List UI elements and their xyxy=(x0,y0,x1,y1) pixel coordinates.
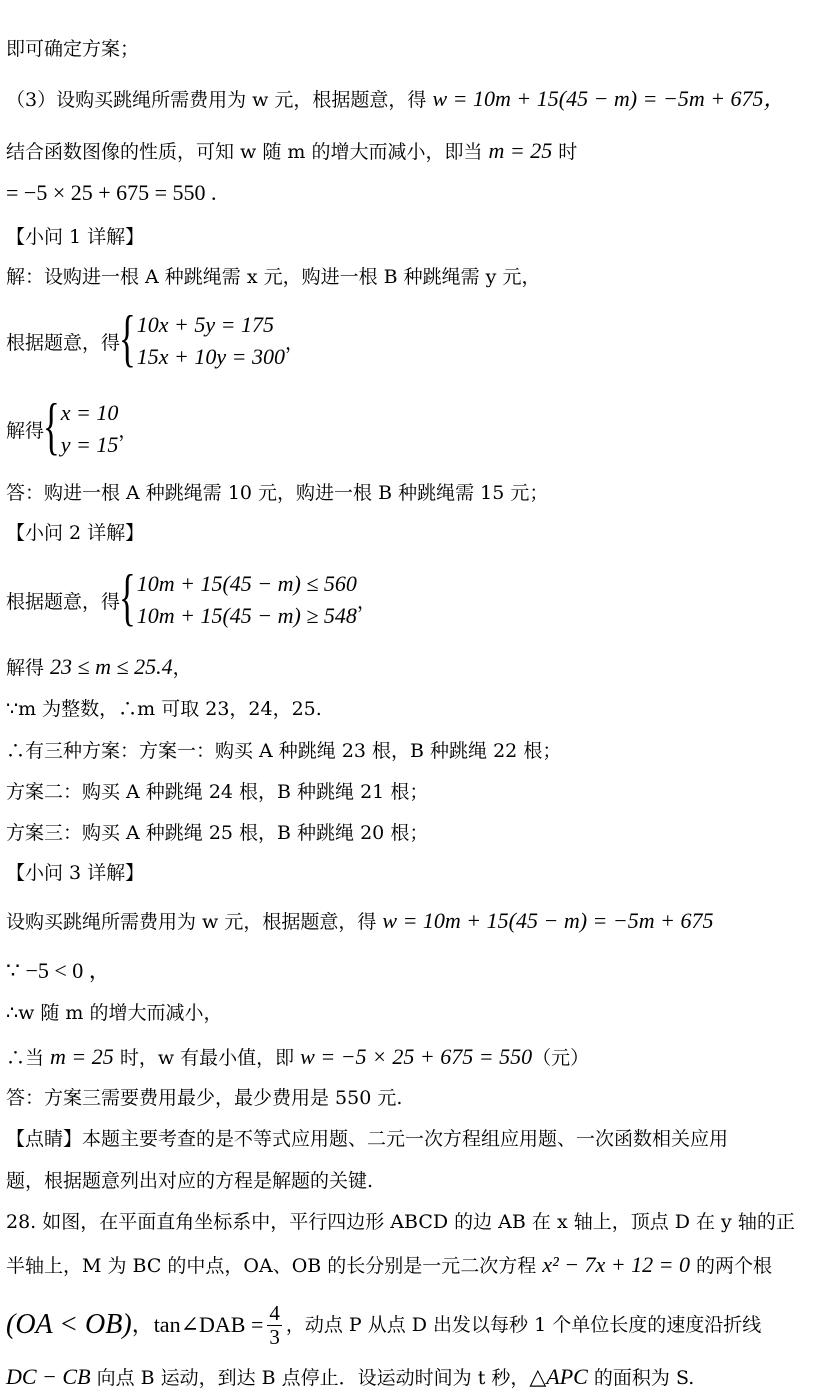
text-line: 方案二：购买 A 种跳绳 24 根，B 种跳绳 21 根； xyxy=(6,781,429,803)
text-line: 方案三：购买 A 种跳绳 25 根，B 种跳绳 20 根； xyxy=(6,822,429,844)
system-row: y = 15 xyxy=(60,432,119,457)
text-span: 的两个根 xyxy=(690,1255,773,1277)
system-row: 10m + 15(45 − m) ≥ 548 xyxy=(136,603,357,628)
text-line xyxy=(6,656,192,678)
text-span: 的面积为 S. xyxy=(587,1367,695,1389)
section-heading: 【小问 1 详解】 xyxy=(6,226,145,248)
text-span: 解得 xyxy=(6,657,51,679)
text-line xyxy=(6,1254,772,1276)
inequality-system xyxy=(6,561,376,636)
math-expression: 23 ≤ m ≤ 25.4 xyxy=(50,654,173,679)
math-expression: DC − CB xyxy=(6,1364,91,1389)
math-expression: ，tan∠DAB = xyxy=(131,1312,264,1337)
fraction xyxy=(267,1302,282,1347)
system-label: 根据题意，得 xyxy=(6,331,121,354)
math-expression: ∵ −5 < 0 ， xyxy=(6,958,111,983)
text-line: ∵m 为整数，∴m 可取 23，24，25. xyxy=(6,698,322,720)
section-heading: 【小问 2 详解】 xyxy=(6,522,145,544)
text-line: 即可确定方案； xyxy=(6,38,140,60)
text-span: 向点 B 运动，到达 B 点停止．设运动时间为 t 秒， xyxy=(90,1367,530,1389)
text-line xyxy=(6,140,577,162)
system-row: 10m + 15(45 − m) ≤ 560 xyxy=(136,571,357,596)
system-row: x = 10 xyxy=(60,400,119,425)
system-label: 解得 xyxy=(6,419,45,442)
text-line: ∴w 随 m 的增大而减小， xyxy=(6,1002,223,1024)
math-expression: (OA < OB) xyxy=(6,1309,132,1340)
text-line xyxy=(6,1300,761,1350)
text-span: ， xyxy=(284,331,304,354)
text-line: 答：购进一根 A 种跳绳需 10 元，购进一根 B 种跳绳需 15 元； xyxy=(6,482,549,504)
triangle-icon: △ xyxy=(529,1365,547,1390)
text-line: 答：方案三需要费用最少，最少费用是 550 元. xyxy=(6,1087,403,1109)
text-span: （元） xyxy=(532,1047,590,1069)
text-line: 解：设购进一根 A 种跳绳需 x 元，购进一根 B 种跳绳需 y 元， xyxy=(6,266,541,288)
text-span: 时，w 有最小值，即 xyxy=(113,1047,301,1069)
text-span: ， xyxy=(356,590,376,613)
text-line xyxy=(6,1366,694,1389)
text-line xyxy=(6,88,786,110)
text-span: ∴当 xyxy=(6,1047,51,1069)
equation-system xyxy=(6,390,138,464)
text-span: 半轴上，M 为 BC 的中点，OA、OB 的长分别是一元二次方程 xyxy=(6,1255,543,1277)
text-span: ，动点 P 从点 D 出发以每秒 1 个单位长度的速度沿折线 xyxy=(285,1313,762,1336)
math-expression: w = 10m + 15(45 − m) = −5m + 675 xyxy=(382,908,714,933)
text-span: 时 xyxy=(552,141,578,163)
problem-statement: 28. 如图，在平面直角坐标系中，平行四边形 ABCD 的边 AB 在 x 轴上，顶点 D 在 y 轴的正 xyxy=(6,1211,795,1233)
text-line: ∴有三种方案：方案一：购买 A 种跳绳 23 根，B 种跳绳 22 根； xyxy=(6,740,562,762)
text-line: 【点睛】本题主要考查的是不等式应用题、二元一次方程组应用题、一次函数相关应用 xyxy=(6,1128,729,1150)
fraction-denominator: 3 xyxy=(269,1324,280,1349)
section-heading: 【小问 3 详解】 xyxy=(6,862,145,884)
text-span: 设购买跳绳所需费用为 w 元，根据题意，得 xyxy=(6,911,383,933)
math-expression: = −5 × 25 + 675 = 550 . xyxy=(6,180,217,205)
left-brace-icon: { xyxy=(42,390,60,461)
math-expression: x² − 7x + 12 = 0 xyxy=(542,1252,691,1277)
left-brace-icon: { xyxy=(118,302,136,373)
left-brace-icon: { xyxy=(118,561,136,632)
fraction-numerator: 4 xyxy=(269,1301,280,1326)
math-expression: w = 10m + 15(45 − m) = −5m + 675， xyxy=(432,86,786,111)
text-line xyxy=(6,910,713,932)
text-span: （3）设购买跳绳所需费用为 w 元，根据题意，得 xyxy=(6,89,433,111)
math-expression: APC xyxy=(546,1364,588,1389)
system-row: 15x + 10y = 300 xyxy=(136,344,285,369)
text-line xyxy=(6,1046,589,1068)
text-span: ， xyxy=(118,419,138,442)
text-span: 结合函数图像的性质，可知 w 随 m 的增大而减小，即当 xyxy=(6,141,489,163)
equation-system xyxy=(6,302,304,376)
text-line: 题，根据题意列出对应的方程是解题的关键. xyxy=(6,1170,374,1192)
math-expression: w = −5 × 25 + 675 = 550 xyxy=(300,1044,533,1069)
text-span: ， xyxy=(172,657,192,679)
system-label: 根据题意，得 xyxy=(6,590,121,613)
math-expression: m = 25 xyxy=(488,138,553,163)
system-row: 10x + 5y = 175 xyxy=(136,312,274,337)
math-expression: m = 25 xyxy=(50,1044,114,1069)
